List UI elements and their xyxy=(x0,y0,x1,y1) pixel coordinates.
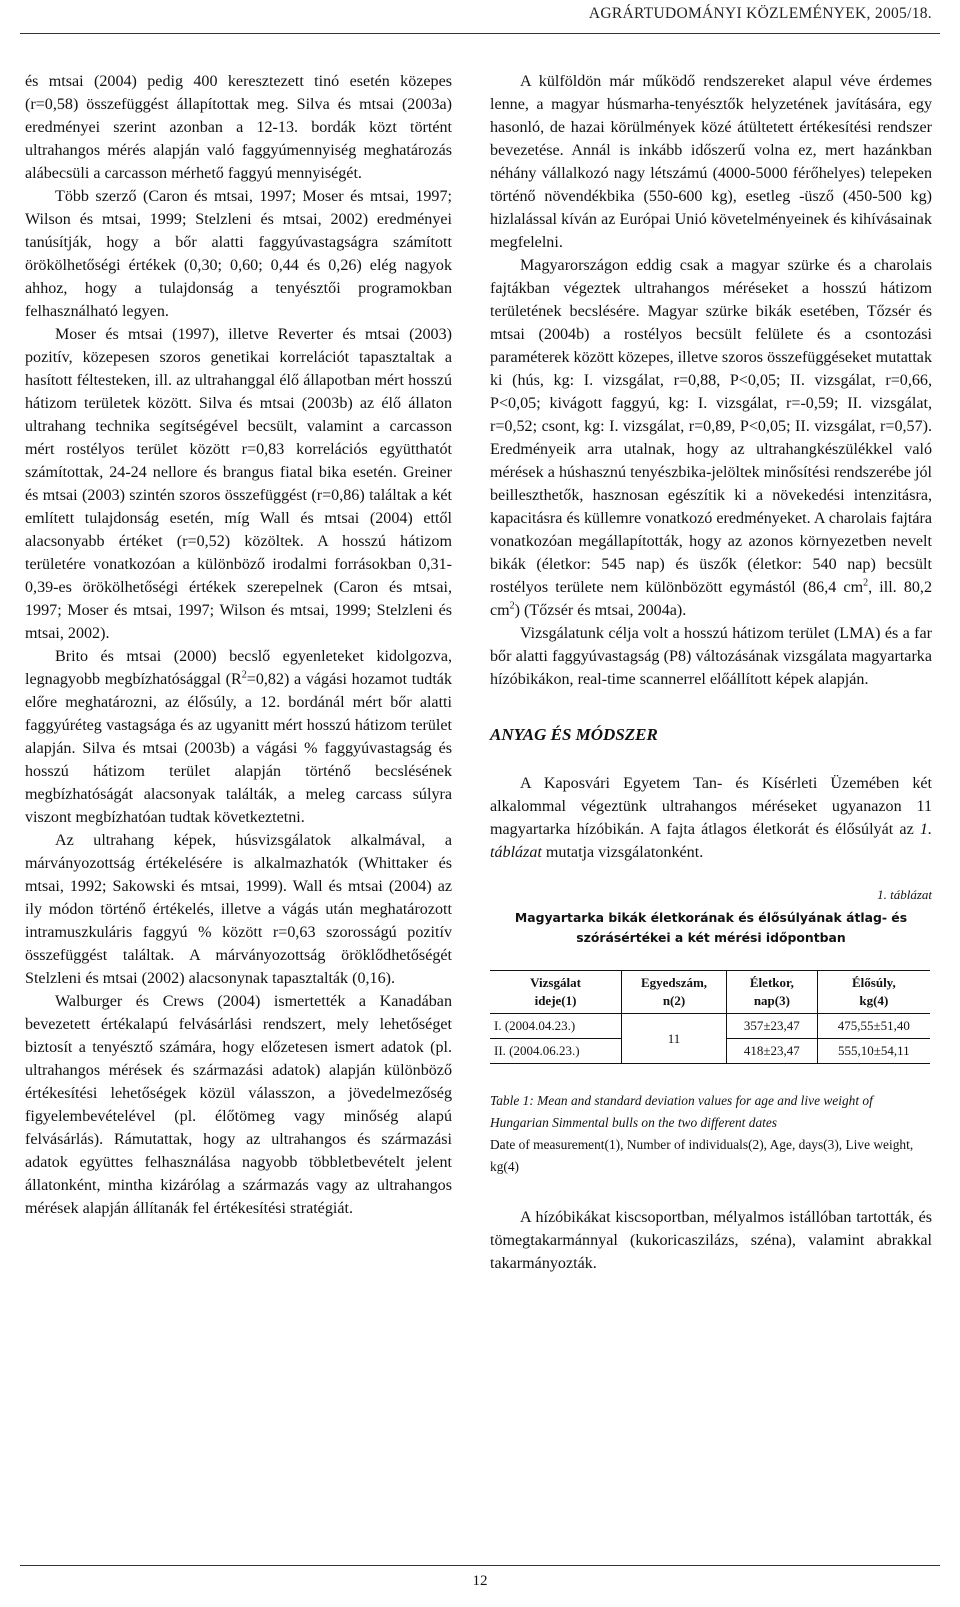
header-cell-age xyxy=(727,971,818,1014)
cell-age: 357±23,47 xyxy=(727,1014,818,1039)
table-row xyxy=(490,1014,930,1039)
section-title: ANYAG ÉS MÓDSZER xyxy=(490,725,658,744)
superscript: 2 xyxy=(863,577,869,589)
header-text: Élősúly, xyxy=(852,975,896,990)
table-label: 1. táblázat xyxy=(877,887,932,902)
text-span: A Kaposvári Egyetem Tan- és Kísérleti Üzemében két alkalommal végeztünk ultrahangos méréseket ugyanazon 11 magyartarka hízóbikán. A fajta átlagos életkorát és élősúlyát az xyxy=(490,775,932,838)
header-text: Vizsgálat xyxy=(530,975,581,990)
right-paragraph-3: Vizsgálatunk célja volt a hosszú hátizom terület (LMA) és a far bőr alatti faggyúvastagság (P8) változásának vizsgálata magyartarka hízóbikákon, real-time scannerrel előállított képek alapján. xyxy=(490,625,932,688)
text-span: Brito és mtsai (2000) becslő egyenleteket kidolgozva, legnagyobb megbízhatósággal (R xyxy=(25,648,452,688)
text-span: mutatja vizsgálatonként. xyxy=(541,844,704,861)
right-paragraph-4 xyxy=(490,772,932,864)
footer-rule xyxy=(20,1565,940,1566)
header-text: kg(4) xyxy=(859,993,889,1008)
header-text: nap(3) xyxy=(753,993,790,1008)
text-span: =0,82) a vágási hozamot tudták előre meghatározni, az élősúly, a 12. bordánál mért bőr alatti faggyúréteg vastagsága és az ugyanitt mért hosszú hátizom terület alapján. Silva és mtsai (2003b) a vágási % faggyúvastagság és hosszú hátizom terület alapján történő becslésének megbízhatóságát alacsonyak találták, a meleg carcass súlyra viszont megbízhatóan tudtak következtetni. xyxy=(25,671,452,826)
data-table xyxy=(490,970,930,1064)
text-span: , ill. 80,2 cm xyxy=(490,579,932,619)
table-title-line-1: Magyartarka bikák életkorának és élősúlyának átlag- és xyxy=(514,910,908,925)
table-title xyxy=(490,908,932,948)
page-header xyxy=(0,0,960,44)
header-text: n(2) xyxy=(662,993,686,1008)
text-span: ) (Tőzsér és mtsai, 2004a). xyxy=(514,602,687,619)
header-text: Egyedszám, xyxy=(640,975,708,990)
spacer xyxy=(490,1178,932,1206)
left-column xyxy=(25,70,452,1220)
cell-n-merged: 11 xyxy=(622,1014,727,1064)
left-paragraph-3: Moser és mtsai (1997), illetve Reverter és mtsai (2003) pozitív, közepesen szoros genetikai korrelációt tapasztaltak a hasított féltesteken, ill. az ultrahanggal élő állapotban mért hosszú hátizom területek között. Silva és mtsai (2003b) az élő állaton ultrahang technika segítségével becsült, valamint a carcasson mért rostélyos terület között r=0,83 korrelációs együtthatót számítottak, 24-24 nellore és brangus fiatal bika esetén. Greiner és mtsai (2003) szintén szoros összefüggést (r=0,86) találtak a két említett tulajdonság esetén, míg Wall és mtsai (2004) ettől alacsonyabb értéket (r=0,52) közöltek. A hosszú hátizom területére vonatkozóan a különböző irodalmi forrásokban 0,31-0,39-es örökölhetőségi értékek szerepelnek (Caron és mtsai, 1997; Moser és mtsai, 1997; Wilson és mtsai, 1999; Stelzleni és mtsai, 2002). xyxy=(25,326,452,642)
header-cell-date xyxy=(490,971,622,1014)
right-column xyxy=(490,70,932,1275)
header-text: ideje(1) xyxy=(534,993,577,1008)
right-paragraph-1: A külföldön már működő rendszereket alapul véve érdemes lenne, a magyar húsmarha-tenyésztők helyzetének javítására, egy hasonló, de hazai körülmények közé átültetett értékesítési rendszer bevezetése. Annál is inkább időszerű volna ez, mert hazánkban néhány vállalkozó nagy létszámú (4000-5000 férőhelyes) telepeken történő növendékbika (550-600 kg), esetleg -üsző (450-500 kg) hizlalással kíván az Európai Unió követelményeinek és kihívásainak megfelelni. xyxy=(490,73,932,251)
table-caption-english: Table 1: Mean and standard deviation values for age and live weight of Hungarian Simmental bulls on the two different dates xyxy=(490,1093,873,1130)
left-paragraph-4 xyxy=(25,645,452,829)
left-paragraph-5: Az ultrahang képek, húsvizsgálatok alkalmával, a márványozottság értékelésére is alkalmazhatók (Whittaker és mtsai, 1992; Sakowski és mtsai, 1999). Wall és mtsai (2004) az ily módon történő értékelés, illetve a vágás után meghatározott intramuszkuláris faggyú % között r=0,63 szorosságú pozitív összefüggést találtak. A márványozottság öröklődhetőségét Stelzleni és mtsai (2002) alacsonynak tapasztalták (0,16). xyxy=(25,832,452,987)
table-caption-terms: Date of measurement(1), Number of individuals(2), Age, days(3), Live weight, kg(4) xyxy=(490,1137,914,1174)
table-header-row xyxy=(490,971,930,1014)
cell-weight: 555,10±54,11 xyxy=(817,1039,930,1064)
journal-title: AGRÁRTUDOMÁNYI KÖZLEMÉNYEK, 2005/18. xyxy=(588,5,932,22)
text-span: Magyarországon eddig csak a magyar szürke és a charolais fajtákban végeztek ultrahangos méréseket a hosszú hátizom területének becslésére. Magyar szürke bikák esetében, Tőzsér és mtsai (2004b) a rostélyos becsült felülete és a csontozási paraméterek között közepes, illetve szoros összefüggéseket mutattak ki (hús, kg: I. vizsgálat, r=0,88, P<0,05; II. vizsgálat, r=0,66, P<0,05; kivágott faggyú, kg: I. vizsgálat, r=-0,59; II. vizsgálat, r=0,52; csont, kg: I. vizsgálat, r=0,89, P<0,05; II. vizsgálat, r=0,57). Eredményeik arra utalnak, hogy az ultrahangkészülékkel való mérések a húshasznú tenyészbika-jelöltek minősítési rendszerébe jól beilleszthetők, hasznosan egészítik ki a növekedési intenzitásra, kapacitásra és küllemre vonatkozó eredményeket. A charolais fajtára vonatkozóan megállapították, hogy az azonos környezetben nevelt bikák (életkor: 545 nap) és üszők (életkor: 540 nap) becsült rostélyos területe nem különbözött egymástól (86,4 cm xyxy=(490,257,932,596)
left-paragraph-2: Több szerző (Caron és mtsai, 1997; Moser és mtsai, 1997; Wilson és mtsai, 1999; Stelzleni és mtsai, 2002) eredményei tanúsítják, hogy a bőr alatti faggyúvastagságra számított örökölhetőségi értékek (0,30; 0,60; 0,44 és 0,26) elég nagyok ahhoz, hogy a tulajdonság a tenyésztői programokban felhasználható legyen. xyxy=(25,188,452,320)
cell-age: 418±23,47 xyxy=(727,1039,818,1064)
page-number: 12 xyxy=(472,1573,488,1589)
superscript: 2 xyxy=(509,600,515,612)
right-paragraph-2 xyxy=(490,254,932,622)
header-rule xyxy=(20,33,940,34)
table-reference: 1. táblázat xyxy=(490,821,932,861)
left-paragraph-1: és mtsai (2004) pedig 400 keresztezett tinó esetén közepes (r=0,58) összefüggést állapítottak meg. Silva és mtsai (2003a) eredményei szerint azonban a 12-13. bordák közt történt ultrahangos mérés alapján való faggyúmennyiség meghatározás alábecsüli a carcasson mérhető faggyú mennyiségét. xyxy=(25,73,452,182)
superscript: 2 xyxy=(241,669,247,681)
cell-weight: 475,55±51,40 xyxy=(817,1014,930,1039)
left-paragraph-6: Walburger és Crews (2004) ismertették a Kanadában bevezetett értékalapú felvásárlási rendszert, mely lehetőséget biztosít a tenyésztő számára, hogy előzetesen ismert adatok (pl. ultrahangos mérések és származási adatok) alapján különböző értékesítési lehetőségek közül válasszon, a jövedelmezőség figyelembevételével (pl. élőtömeg vagy minőség alapú felvásárlás). Rámutattak, hogy az ultrahangos és származási adatok együttes felhasználása nagyobb többletbevételt jelent állatonként, mintha kizárólag a származás vagy az ultrahangos mérések alapján állítanák fel értékesítési stratégiát. xyxy=(25,993,452,1217)
header-cell-weight xyxy=(817,971,930,1014)
cell-date: I. (2004.04.23.) xyxy=(494,1018,576,1033)
table-title-line-2: szórásértékei a két mérési időpontban xyxy=(576,930,846,945)
header-cell-n xyxy=(622,971,727,1014)
cell-date: II. (2004.06.23.) xyxy=(490,1039,622,1064)
header-text: Életkor, xyxy=(749,975,794,990)
right-paragraph-5: A hízóbikákat kiscsoportban, mélyalmos istállóban tartották, és tömegtakarmánnyal (kukoricaszilázs, széna), valamint abrakkal takarmányozták. xyxy=(490,1209,932,1272)
